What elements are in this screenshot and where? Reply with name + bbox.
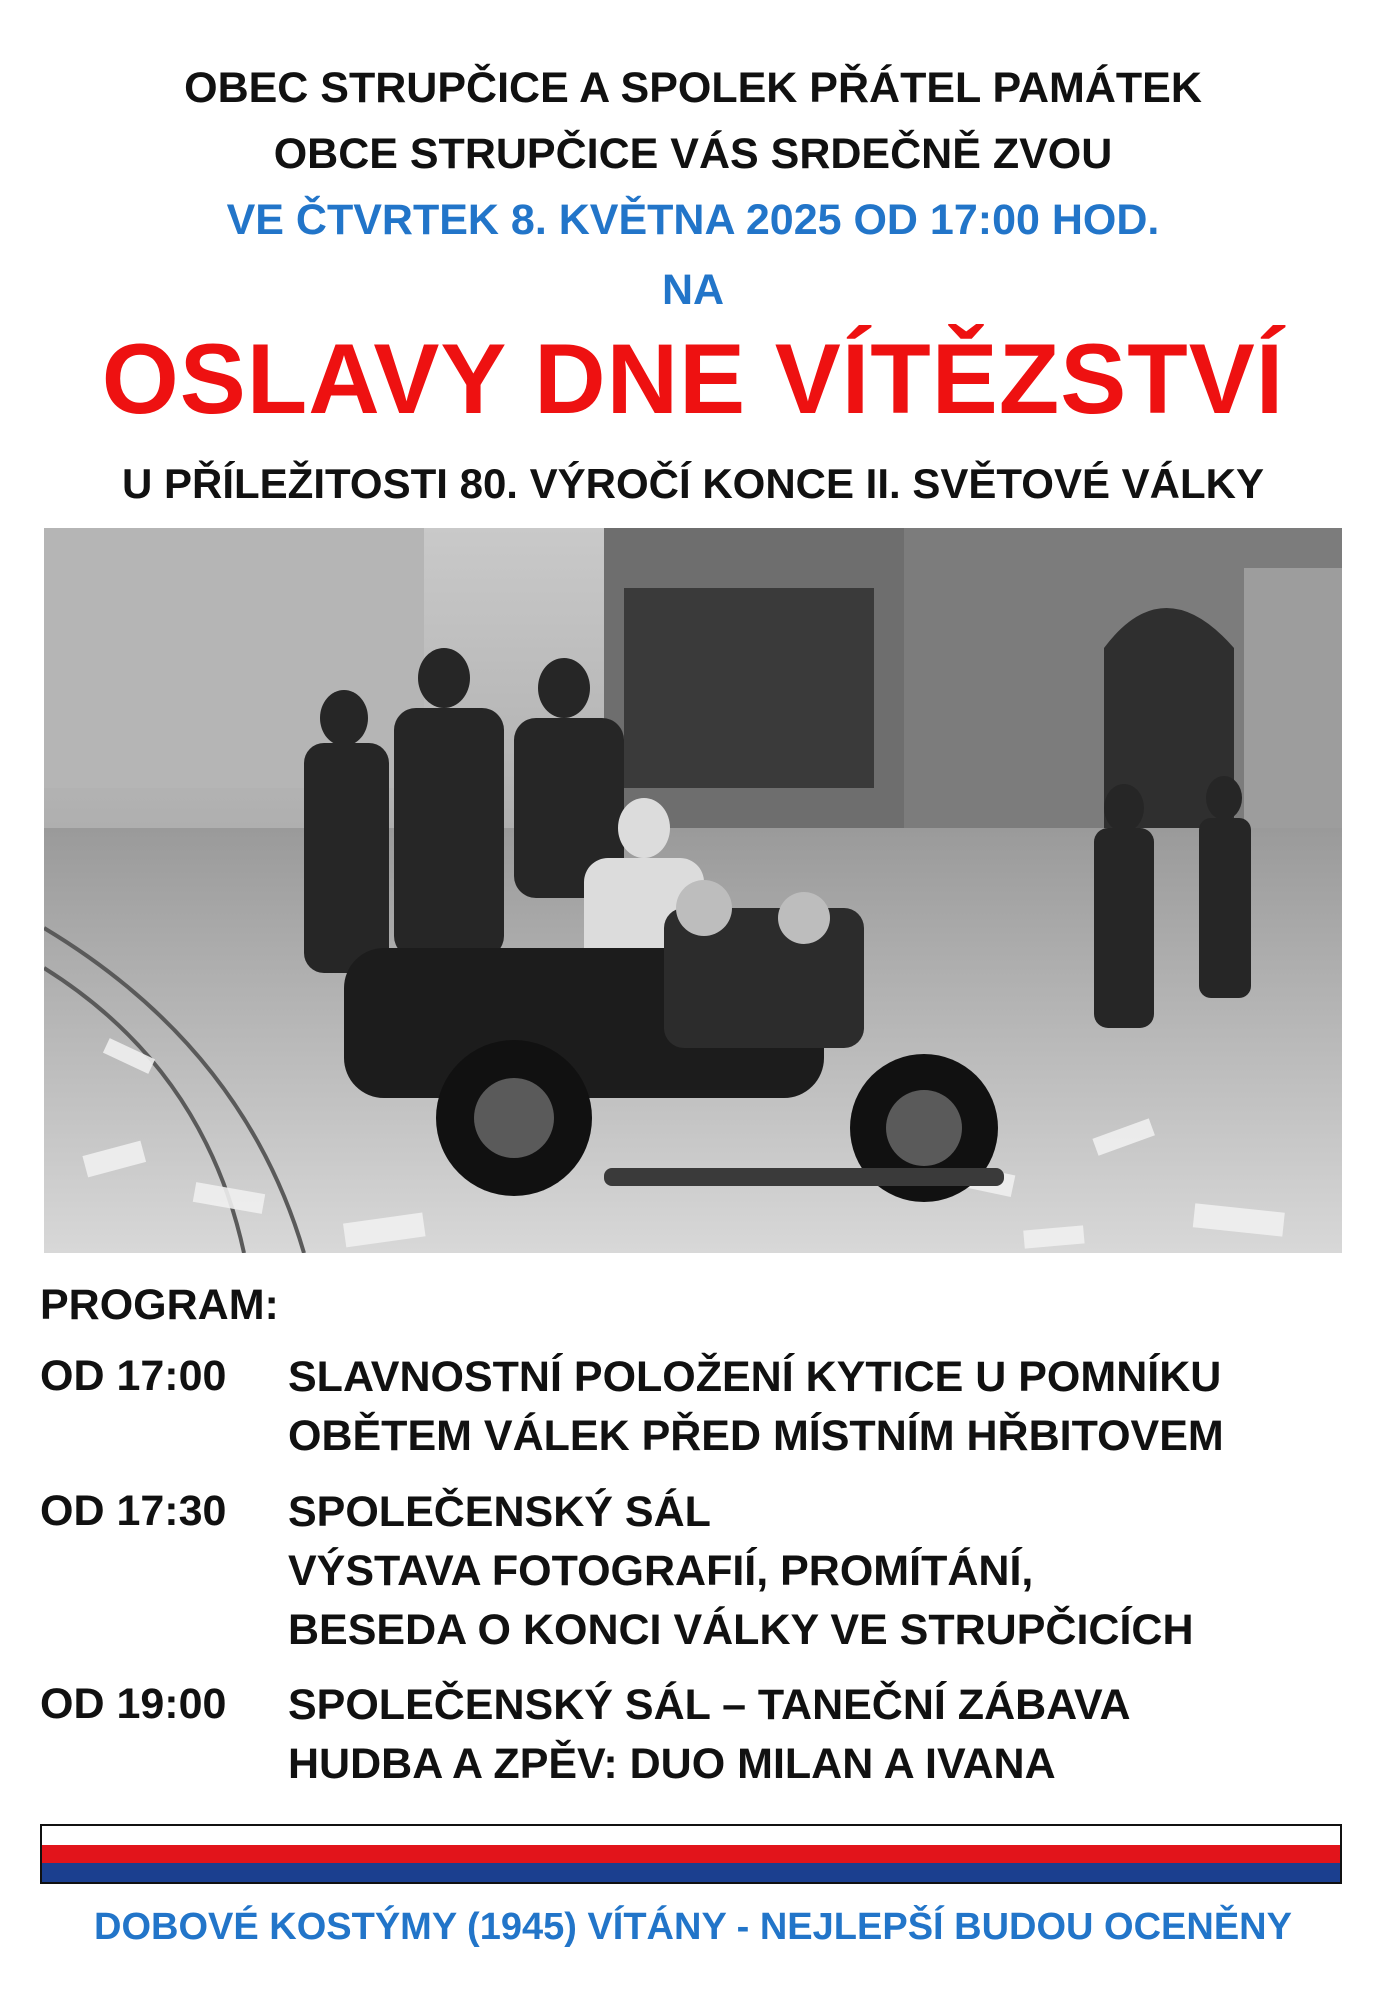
header-line-1: OBEC STRUPČICE A SPOLEK PŘÁTEL PAMÁTEK xyxy=(184,64,1202,112)
program-time: OD 19:00 xyxy=(40,1680,227,1728)
tricolor-stripe xyxy=(40,1824,1342,1884)
costume-note: DOBOVÉ KOSTÝMY (1945) VÍTÁNY - NEJLEPŠÍ BUDOU OCENĚNY xyxy=(94,1906,1292,1948)
program-line: SPOLEČENSKÝ SÁL xyxy=(288,1488,711,1536)
event-title: OSLAVY DNE VÍTĚZSTVÍ xyxy=(101,323,1285,434)
flag-stripe-red xyxy=(42,1845,1340,1864)
program-line: BESEDA O KONCI VÁLKY VE STRUPČICÍCH xyxy=(288,1606,1194,1654)
program-line: SPOLEČENSKÝ SÁL – TANEČNÍ ZÁBAVA xyxy=(288,1681,1131,1729)
program-time: OD 17:30 xyxy=(40,1487,227,1535)
program-line: HUDBA A ZPĚV: DUO MILAN A IVANA xyxy=(288,1740,1056,1788)
event-subtitle: U PŘÍLEŽITOSTI 80. VÝROČÍ KONCE II. SVĚTOVÉ VÁLKY xyxy=(122,460,1264,507)
program-line: OBĚTEM VÁLEK PŘED MÍSTNÍM HŘBITOVEM xyxy=(288,1412,1224,1460)
program-line: SLAVNOSTNÍ POLOŽENÍ KYTICE U POMNÍKU xyxy=(288,1353,1222,1401)
header-line-2: OBCE STRUPČICE VÁS SRDEČNĚ ZVOU xyxy=(273,130,1113,178)
na-label: NA xyxy=(661,266,725,314)
flag-stripe-white xyxy=(42,1826,1340,1845)
event-date-line: VE ČTVRTEK 8. KVĚTNA 2025 OD 17:00 HOD. xyxy=(226,196,1160,244)
program-line: VÝSTAVA FOTOGRAFIÍ, PROMÍTÁNÍ, xyxy=(288,1547,1034,1595)
program-heading: PROGRAM: xyxy=(40,1281,279,1329)
historical-celebration-photo xyxy=(44,528,1342,1253)
program-time: OD 17:00 xyxy=(40,1352,227,1400)
flag-stripe-blue xyxy=(42,1863,1340,1882)
